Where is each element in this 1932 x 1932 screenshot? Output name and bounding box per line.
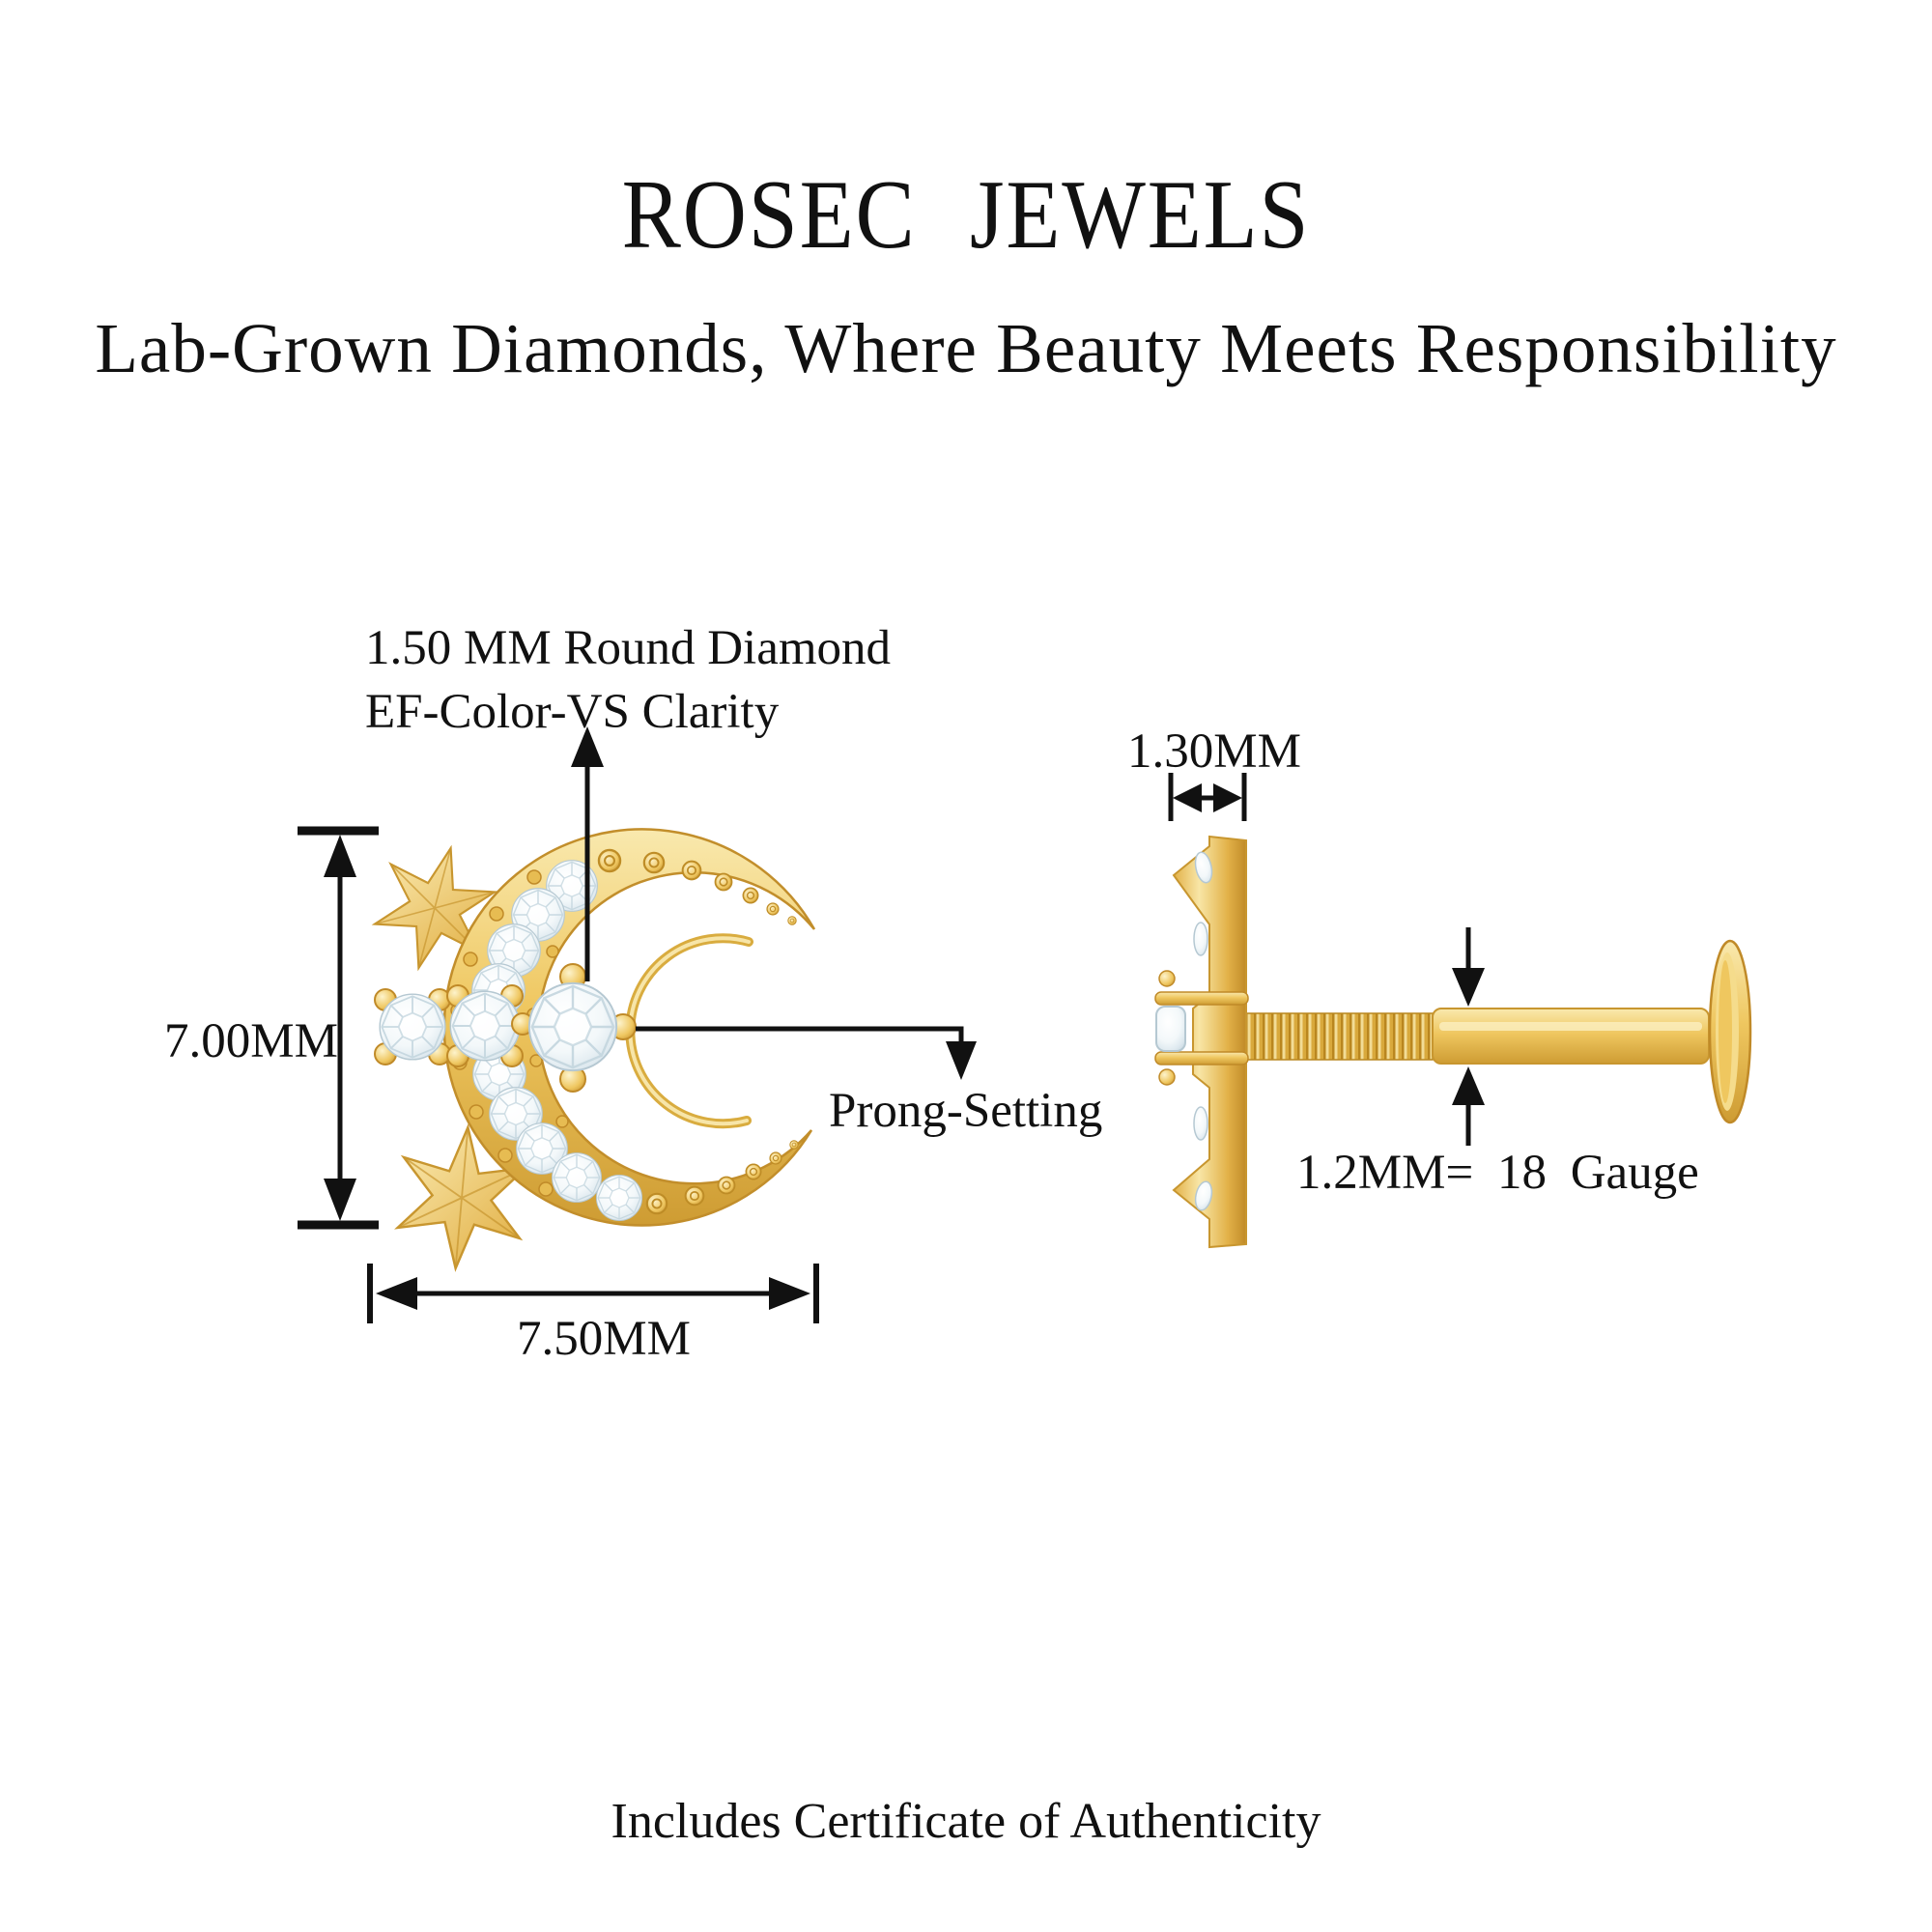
barrel-highlight	[1439, 1022, 1702, 1031]
diamond-spec-line2: EF-Color-VS Clarity	[365, 685, 780, 739]
threaded-post	[1245, 1013, 1433, 1060]
prong-setting-label: Prong-Setting	[829, 1084, 1103, 1138]
brand-tagline: Lab-Grown Diamonds, Where Beauty Meets Responsibility	[95, 309, 1837, 387]
post-gauge-label: 1.2MM= 18 Gauge	[1296, 1146, 1699, 1200]
diamond-spec-label	[365, 616, 891, 744]
front-view-earring	[367, 829, 814, 1273]
post-barrel	[1433, 1009, 1709, 1064]
height-dimension-label: 7.00MM	[164, 1014, 338, 1068]
certificate-note: Includes Certificate of Authenticity	[611, 1794, 1321, 1849]
labret-disc	[1710, 941, 1750, 1122]
profile-center-diamond	[1156, 1007, 1185, 1051]
profile-width-label: 1.30MM	[1127, 724, 1301, 779]
pointer-prong	[636, 1029, 977, 1080]
brand-title: ROSEC JEWELS	[621, 160, 1311, 270]
accent-stone-left	[375, 989, 450, 1065]
diamond-spec-line1: 1.50 MM Round Diamond	[365, 621, 892, 675]
width-dimension-label: 7.50MM	[517, 1312, 691, 1366]
